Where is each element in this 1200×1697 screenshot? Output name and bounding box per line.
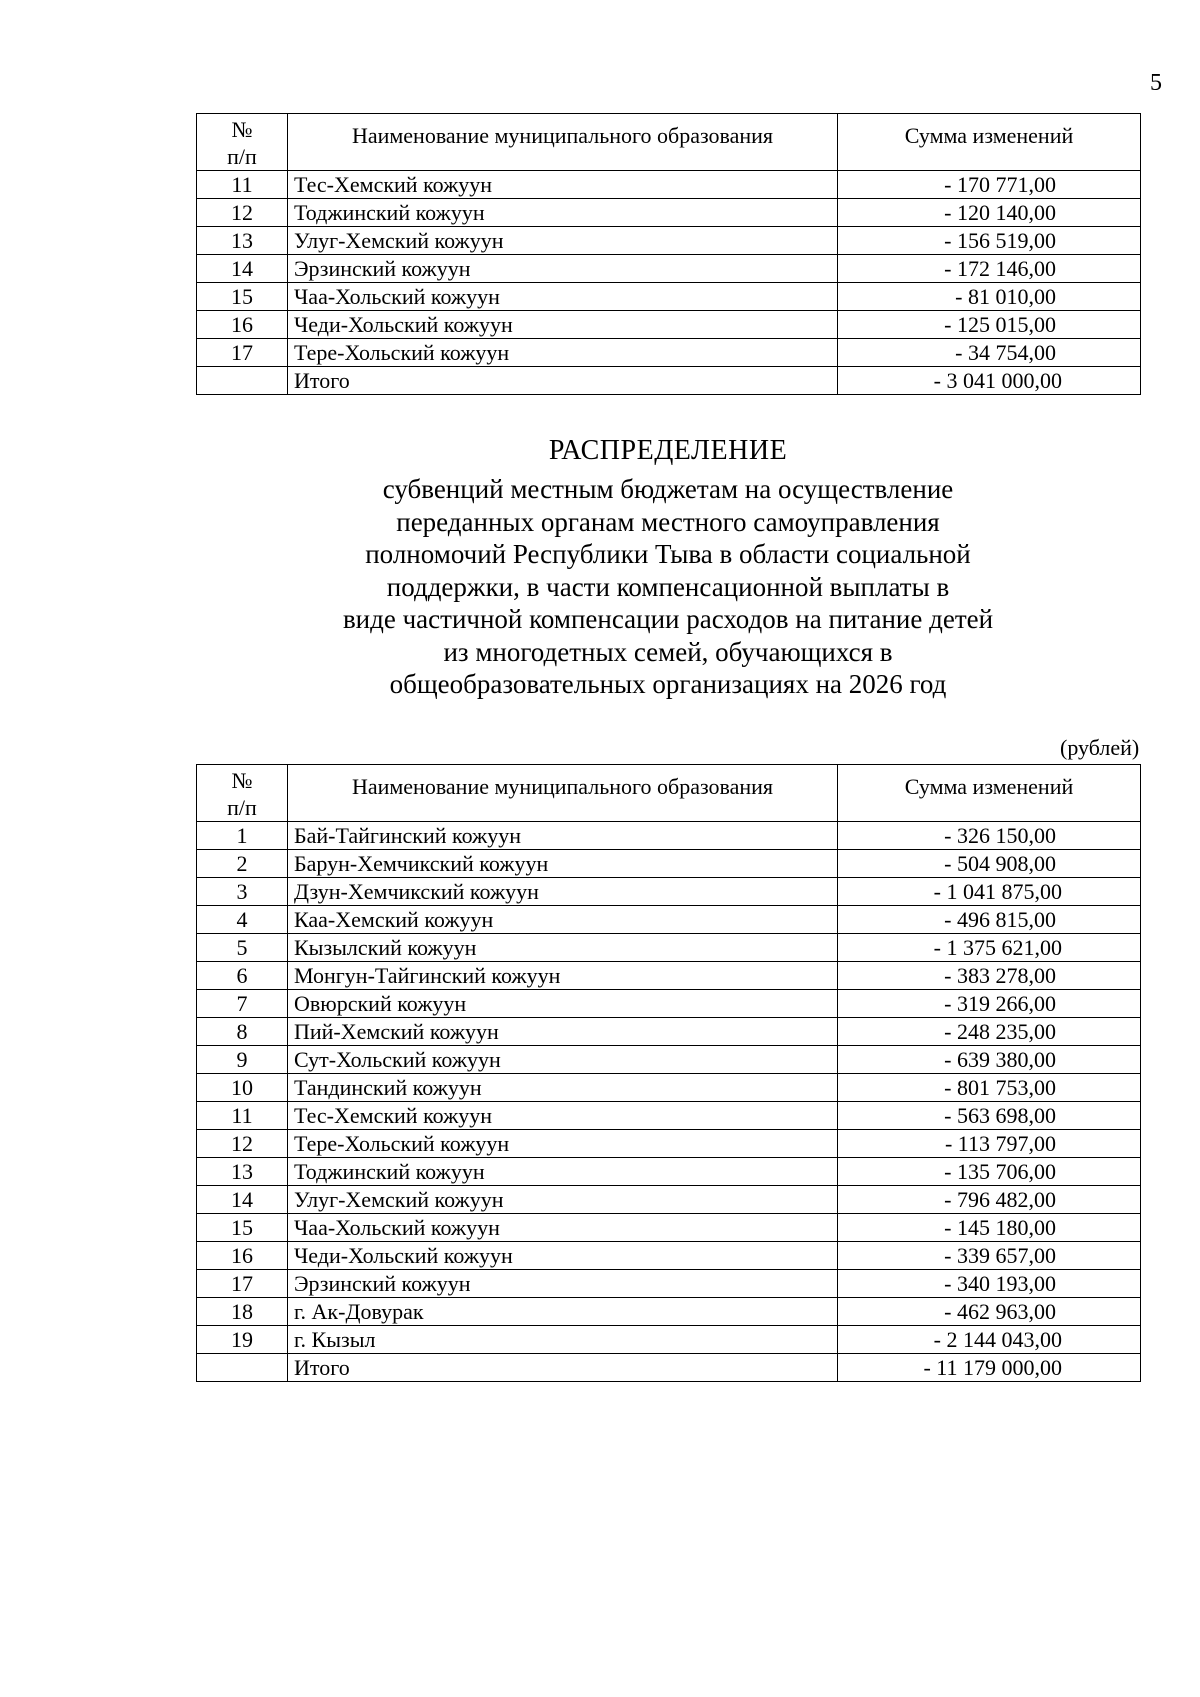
row-name: Монгун-Тайгинский кожуун	[288, 962, 838, 990]
table-row	[197, 934, 1141, 962]
header-name: Наименование муниципального образования	[288, 765, 838, 822]
row-sum: - 172 146,00	[838, 255, 1141, 283]
row-number: 16	[197, 311, 288, 339]
total-label: Итого	[288, 367, 838, 395]
row-number: 1	[197, 822, 288, 850]
row-name: Чеди-Хольский кожуун	[288, 311, 838, 339]
row-sum: - 796 482,00	[838, 1186, 1141, 1214]
row-sum: - 145 180,00	[838, 1214, 1141, 1242]
total-number-empty	[197, 367, 288, 395]
row-number: 18	[197, 1298, 288, 1326]
row-name: г. Кызыл	[288, 1326, 838, 1354]
row-name: Улуг-Хемский кожуун	[288, 1186, 838, 1214]
total-number-empty	[197, 1354, 288, 1382]
table-row	[197, 199, 1141, 227]
table-row	[197, 171, 1141, 199]
header-number-abbrev: п/п	[227, 795, 257, 820]
table-row	[197, 1242, 1141, 1270]
row-sum: - 639 380,00	[838, 1046, 1141, 1074]
row-sum: - 496 815,00	[838, 906, 1141, 934]
table-body	[197, 171, 1141, 395]
row-sum: - 326 150,00	[838, 822, 1141, 850]
total-sum: - 3 041 000,00	[838, 367, 1141, 395]
row-sum: - 504 908,00	[838, 850, 1141, 878]
row-number: 12	[197, 199, 288, 227]
row-sum: - 801 753,00	[838, 1074, 1141, 1102]
row-name: Эрзинский кожуун	[288, 1270, 838, 1298]
row-number: 10	[197, 1074, 288, 1102]
table-row	[197, 1214, 1141, 1242]
header-number-symbol: №	[231, 117, 253, 142]
table-row	[197, 1298, 1141, 1326]
subtitle-line: виде частичной компенсации расходов на питание детей	[342, 604, 994, 634]
row-sum: - 81 010,00	[838, 283, 1141, 311]
table-row	[197, 283, 1141, 311]
header-sum: Сумма изменений	[838, 765, 1141, 822]
table-row	[197, 1046, 1141, 1074]
table-row	[197, 1186, 1141, 1214]
row-sum: - 383 278,00	[838, 962, 1141, 990]
row-name: Тес-Хемский кожуун	[288, 171, 838, 199]
row-name: Кызылский кожуун	[288, 934, 838, 962]
row-sum: - 1 041 875,00	[838, 878, 1141, 906]
row-number: 17	[197, 1270, 288, 1298]
row-name: Каа-Хемский кожуун	[288, 906, 838, 934]
header-number-abbrev: п/п	[227, 144, 257, 169]
row-name: Дзун-Хемчикский кожуун	[288, 878, 838, 906]
subtitle-line: субвенций местным бюджетам на осуществление	[382, 474, 954, 504]
table-row	[197, 1074, 1141, 1102]
table-header-row	[197, 114, 1141, 171]
row-sum: - 156 519,00	[838, 227, 1141, 255]
row-sum: - 319 266,00	[838, 990, 1141, 1018]
section-title: РАСПРЕДЕЛЕНИЕ	[548, 435, 788, 466]
row-name: Овюрский кожуун	[288, 990, 838, 1018]
row-number: 19	[197, 1326, 288, 1354]
table-body	[197, 822, 1141, 1382]
subtitle-line: поддержки, в части компенсационной выплаты в	[386, 571, 950, 602]
row-name: Тес-Хемский кожуун	[288, 1102, 838, 1130]
table-row	[197, 1102, 1141, 1130]
subtitle-line: общеобразовательных организациях на 2026 год	[389, 669, 947, 699]
row-name: Пий-Хемский кожуун	[288, 1018, 838, 1046]
row-number: 11	[197, 1102, 288, 1130]
row-sum: - 125 015,00	[838, 311, 1141, 339]
subtitle-line: переданных органам местного самоуправления	[396, 506, 940, 537]
unit-label: (рублей)	[1060, 735, 1140, 760]
row-number: 15	[197, 283, 288, 311]
row-number: 4	[197, 906, 288, 934]
row-number: 16	[197, 1242, 288, 1270]
row-number: 13	[197, 1158, 288, 1186]
row-number: 13	[197, 227, 288, 255]
row-sum: - 563 698,00	[838, 1102, 1141, 1130]
row-sum: - 34 754,00	[838, 339, 1141, 367]
row-name: Тере-Хольский кожуун	[288, 339, 838, 367]
row-number: 7	[197, 990, 288, 1018]
header-number-symbol: №	[231, 768, 253, 793]
total-row	[197, 367, 1141, 395]
row-number: 14	[197, 255, 288, 283]
table-row	[197, 1158, 1141, 1186]
row-name: Тоджинский кожуун	[288, 199, 838, 227]
row-sum: - 248 235,00	[838, 1018, 1141, 1046]
row-number: 5	[197, 934, 288, 962]
row-name: Чаа-Хольский кожуун	[288, 1214, 838, 1242]
table-first	[196, 113, 1141, 395]
row-name: Тоджинский кожуун	[288, 1158, 838, 1186]
row-number: 15	[197, 1214, 288, 1242]
subtitle-line: полномочий Республики Тыва в области социальной	[365, 539, 971, 569]
row-sum: - 340 193,00	[838, 1270, 1141, 1298]
row-name: Чаа-Хольский кожуун	[288, 283, 838, 311]
header-name: Наименование муниципального образования	[288, 114, 838, 171]
row-number: 11	[197, 171, 288, 199]
row-number: 17	[197, 339, 288, 367]
row-name: Тере-Хольский кожуун	[288, 1130, 838, 1158]
row-sum: - 170 771,00	[838, 171, 1141, 199]
table-row	[197, 822, 1141, 850]
table-row	[197, 962, 1141, 990]
table-row	[197, 339, 1141, 367]
row-number: 3	[197, 878, 288, 906]
table-row	[197, 878, 1141, 906]
header-number	[197, 765, 288, 822]
table-row	[197, 1326, 1141, 1354]
row-sum: - 2 144 043,00	[838, 1326, 1141, 1354]
row-name: Барун-Хемчикский кожуун	[288, 850, 838, 878]
table-row	[197, 311, 1141, 339]
row-number: 2	[197, 850, 288, 878]
table-row	[197, 227, 1141, 255]
row-name: Бай-Тайгинский кожуун	[288, 822, 838, 850]
page-number: 5	[1150, 70, 1162, 96]
row-sum: - 1 375 621,00	[838, 934, 1141, 962]
row-name: Эрзинский кожуун	[288, 255, 838, 283]
row-name: Улуг-Хемский кожуун	[288, 227, 838, 255]
row-sum: - 339 657,00	[838, 1242, 1141, 1270]
row-number: 14	[197, 1186, 288, 1214]
row-sum: - 462 963,00	[838, 1298, 1141, 1326]
subtitle-line: из многодетных семей, обучающихся в	[443, 636, 893, 667]
table-row	[197, 850, 1141, 878]
table-second	[196, 764, 1141, 1382]
row-name: Сут-Хольский кожуун	[288, 1046, 838, 1074]
table-row	[197, 1270, 1141, 1298]
row-name: г. Ак-Довурак	[288, 1298, 838, 1326]
header-number	[197, 114, 288, 171]
total-label: Итого	[288, 1354, 838, 1382]
row-number: 12	[197, 1130, 288, 1158]
table-row	[197, 1130, 1141, 1158]
row-sum: - 120 140,00	[838, 199, 1141, 227]
total-row	[197, 1354, 1141, 1382]
section-subtitle	[250, 473, 1086, 701]
row-number: 8	[197, 1018, 288, 1046]
table-row	[197, 990, 1141, 1018]
row-sum: - 135 706,00	[838, 1158, 1141, 1186]
table-header-row	[197, 765, 1141, 822]
row-name: Чеди-Хольский кожуун	[288, 1242, 838, 1270]
row-number: 9	[197, 1046, 288, 1074]
table-row	[197, 1018, 1141, 1046]
header-sum: Сумма изменений	[838, 114, 1141, 171]
row-number: 6	[197, 962, 288, 990]
total-sum: - 11 179 000,00	[838, 1354, 1141, 1382]
table-row	[197, 906, 1141, 934]
table-row	[197, 255, 1141, 283]
row-sum: - 113 797,00	[838, 1130, 1141, 1158]
row-name: Тандинский кожуун	[288, 1074, 838, 1102]
